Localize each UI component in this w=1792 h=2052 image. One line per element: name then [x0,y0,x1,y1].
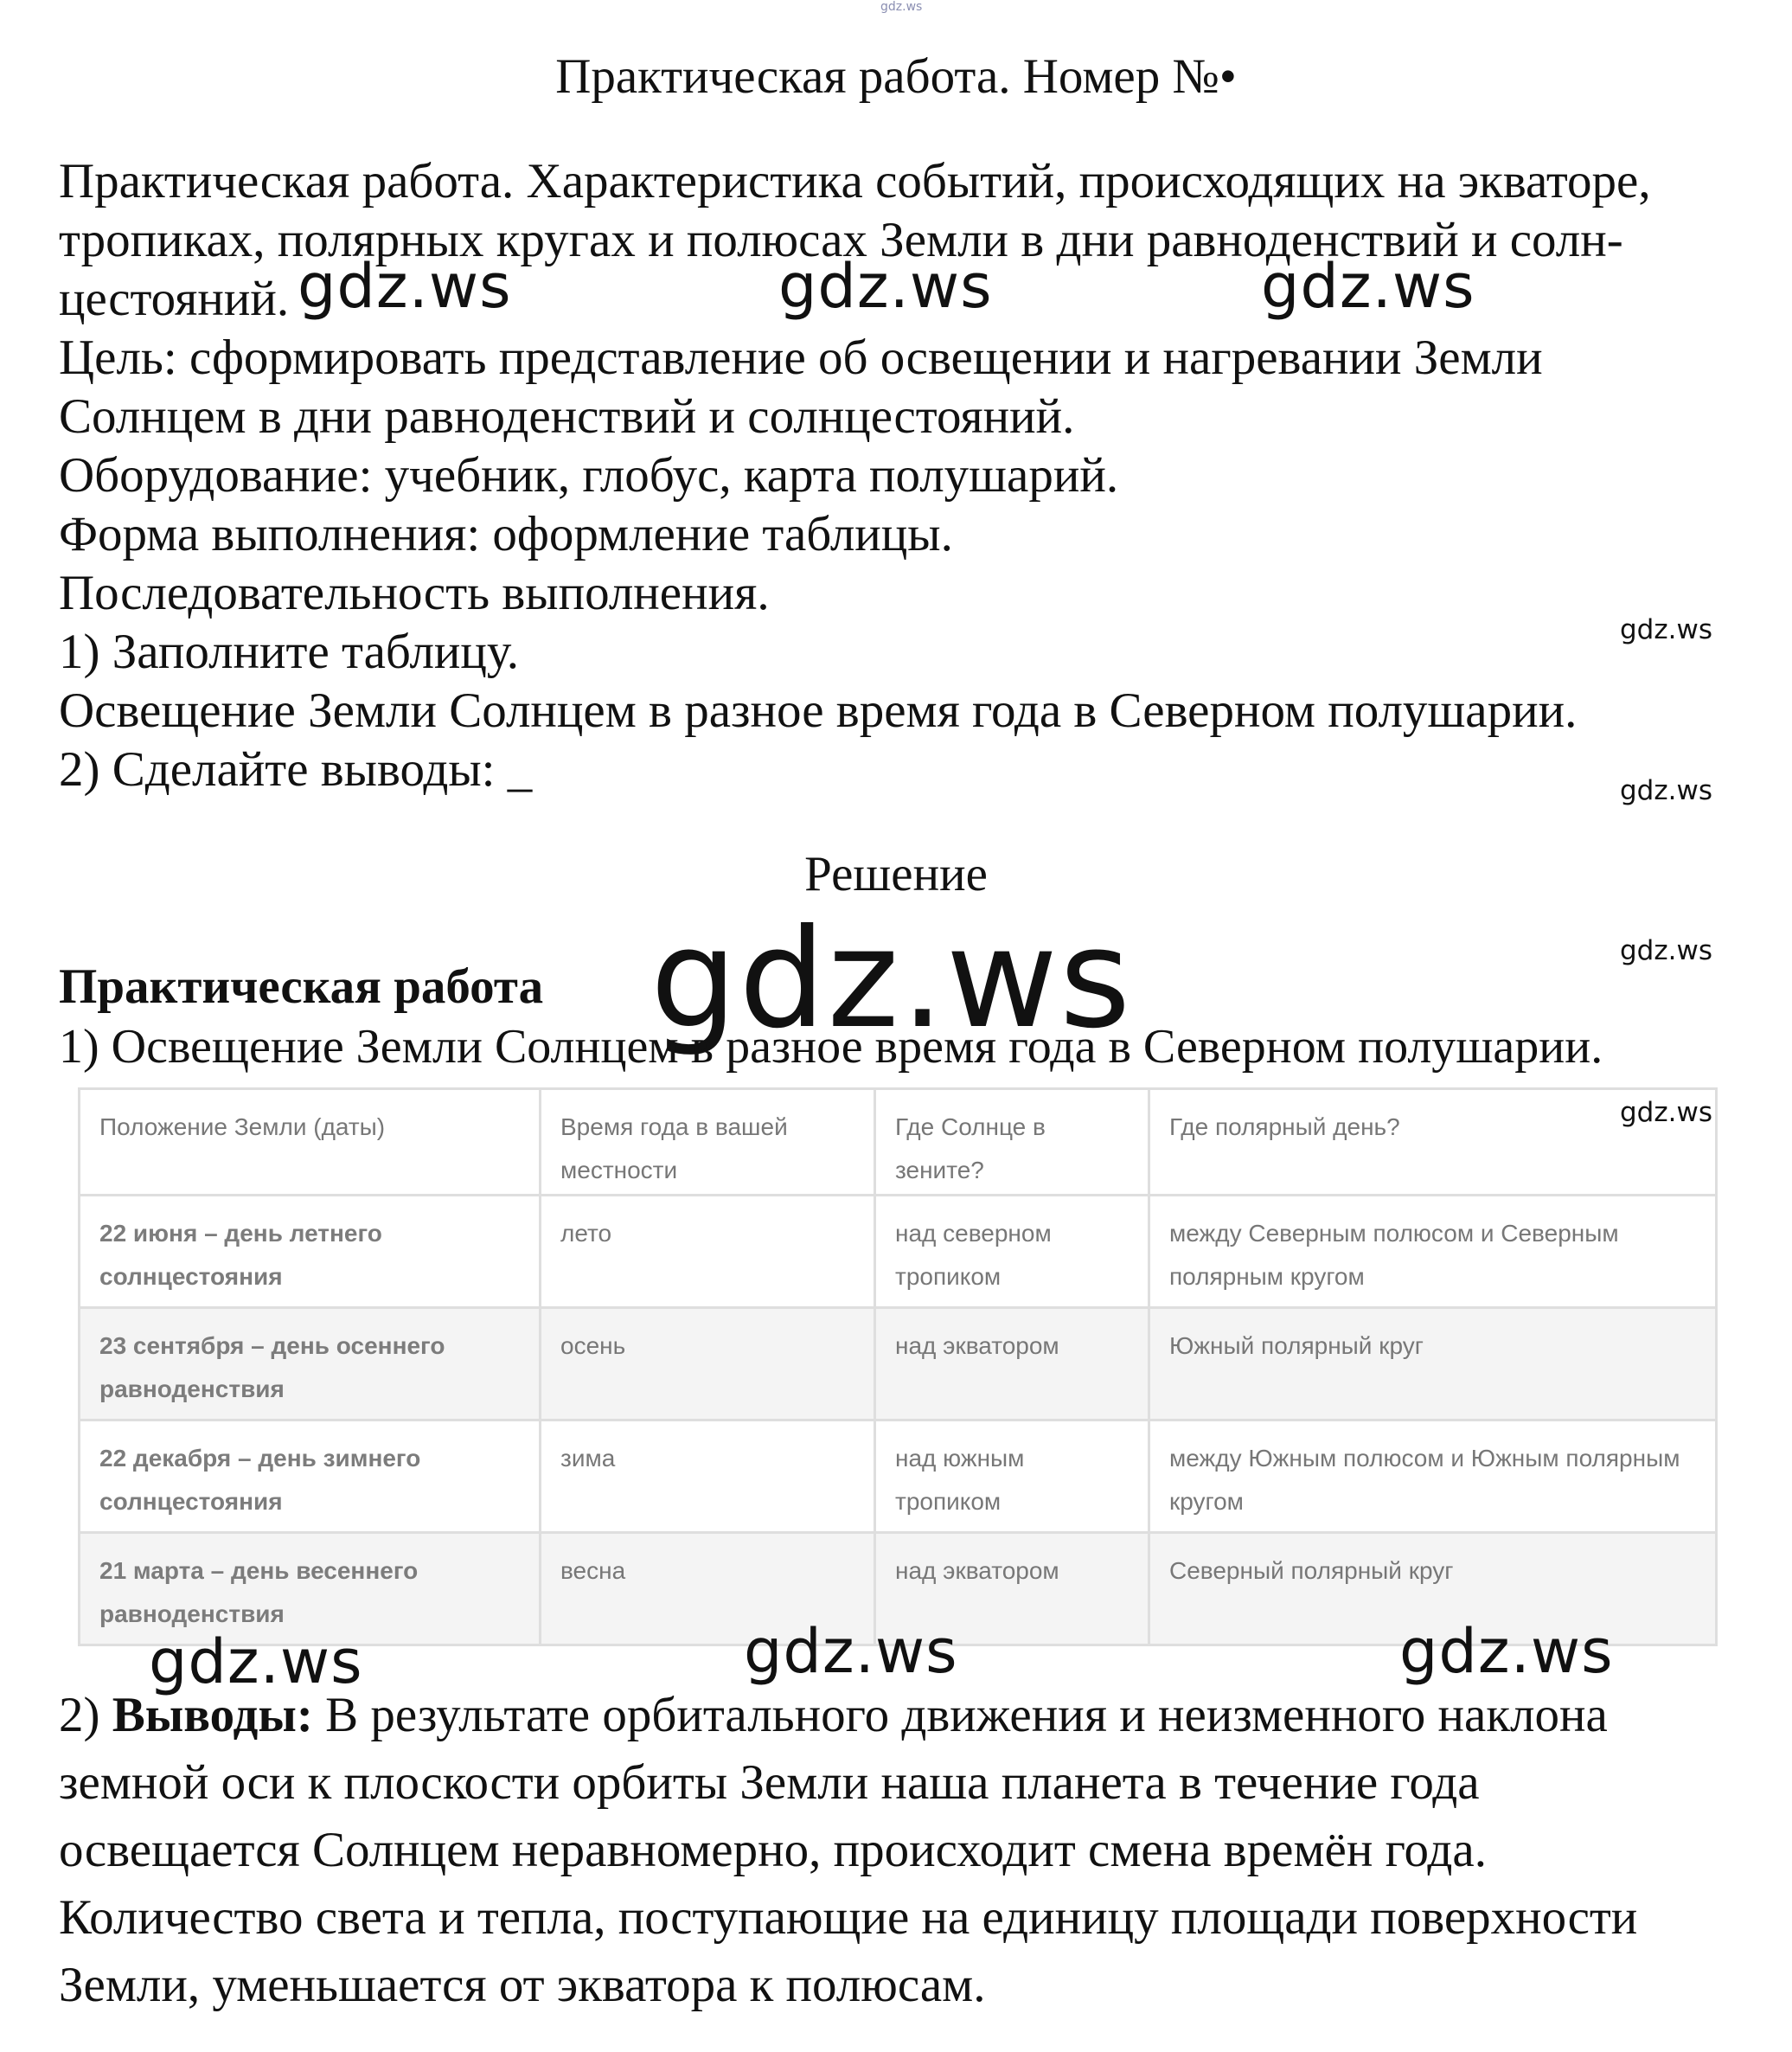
conclusion-line-1 [59,1687,1608,1743]
practical-heading: Практическая работа [59,959,544,1014]
solution-heading: Решение [804,847,988,901]
conclusion-text: В результате орбитального движения и неизменного наклона [312,1688,1608,1742]
conclusion-label: Выводы: [112,1688,313,1742]
table-cell: между Южным полюсом и Южным полярным кругом [1149,1420,1717,1533]
conclusion-line-4: Количество света и тепла, поступающие на единицу площади поверхности [59,1890,1638,1945]
watermark: gdz.ws [1620,935,1712,966]
goal-line-1: Цель: сформировать представление об освещении и нагревании Земли [59,330,1543,385]
goal-line-2: Солнцем в дни равноденствий и солнцестояний. [59,389,1075,444]
table-caption-line: Освещение Земли Солнцем в разное время года в Северном полушарии. [59,683,1578,738]
equipment-line: Оборудование: учебник, глобус, карта полушарий. [59,448,1119,503]
conclusion-line-5: Земли, уменьшается от экватора к полюсам. [59,1958,986,2012]
task-line-2: тропиках, полярных кругах и полюсах Земли в дни равноденствий и солн- [59,213,1623,267]
table-cell: между Северным полюсом и Северным полярным кругом [1149,1196,1717,1308]
watermark: gdz.ws [149,1626,363,1697]
table-cell: 22 июня – день летнего солнцестояния [80,1196,541,1308]
table-row [80,1420,1717,1533]
table-cell: зима [541,1420,875,1533]
watermark-large: gdz.ws [650,900,1133,1059]
table-header-cell: Положение Земли (даты) [80,1089,541,1196]
watermark: gdz.ws [1620,614,1712,645]
illumination-table [78,1087,1718,1646]
conclusion-line-2: земной оси к плоскости орбиты Земли наша планета в течение года [59,1755,1480,1810]
solution-step-1: 1) Освещение Земли Солнцем в разное время года в Северном полушарии. [59,1020,1603,1074]
step-2-line: 2) Сделайте выводы: _ [59,742,533,797]
table-cell: над южным тропиком [875,1420,1149,1533]
watermark: gdz.ws [298,251,512,322]
task-line-1: Практическая работа. Характеристика событий, происходящих на экваторе, [59,154,1651,208]
watermark: gdz.ws [1620,775,1712,806]
table-header-cell: Время года в вашей местности [541,1089,875,1196]
watermark: gdz.ws [1620,1097,1712,1128]
table-header-cell: Где Солнце в зените? [875,1089,1149,1196]
sequence-line: Последовательность выполнения. [59,566,770,620]
table-cell: 21 марта – день весеннего равноденствия [80,1533,541,1645]
page-title: Практическая работа. Номер №• [555,49,1237,104]
table-cell: осень [541,1308,875,1420]
table-cell: лето [541,1196,875,1308]
watermark: gdz.ws [1399,1616,1614,1687]
task-line-3: цестояний. [59,272,290,326]
watermark: gdz.ws [1261,251,1475,322]
watermark: gdz.ws [744,1616,958,1687]
step-1-line: 1) Заполните таблицу. [59,625,519,679]
table-row [80,1196,1717,1308]
table-cell: над северном тропиком [875,1196,1149,1308]
conclusion-line-3: освещается Солнцем неравномерно, происходит смена времён года. [59,1823,1487,1877]
table-cell: над экватором [875,1533,1149,1645]
conclusion-prefix: 2) [59,1688,112,1742]
table-cell: Северный полярный круг [1149,1533,1717,1645]
table-cell: 23 сентября – день осеннего равноденствия [80,1308,541,1420]
top-watermark: gdz.ws [880,0,923,14]
table-row [80,1308,1717,1420]
table-header-row [80,1089,1717,1196]
table-header-cell: Где полярный день? [1149,1089,1717,1196]
table-cell: весна [541,1533,875,1645]
table-cell: Южный полярный круг [1149,1308,1717,1420]
form-line: Форма выполнения: оформление таблицы. [59,507,953,561]
watermark: gdz.ws [778,251,993,322]
table-cell: 22 декабря – день зимнего солнцестояния [80,1420,541,1533]
table-cell: над экватором [875,1308,1149,1420]
